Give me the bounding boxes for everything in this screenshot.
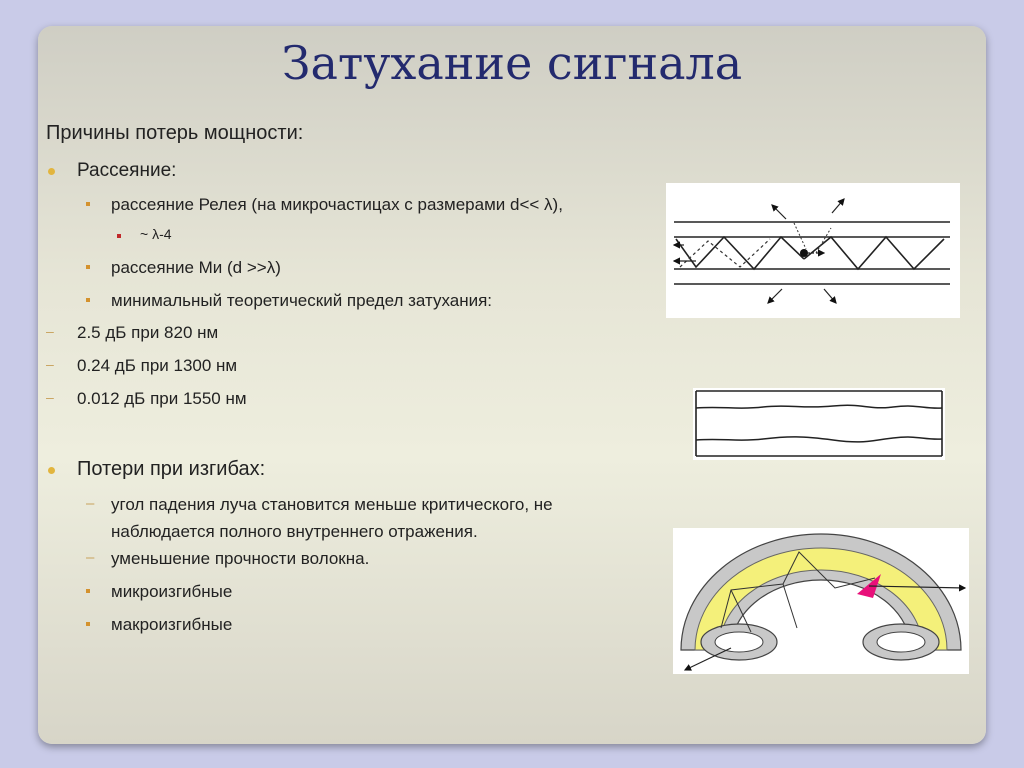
bending-item-cont: наблюдается полного внутреннего отражения.	[111, 522, 478, 541]
microbend-diagram	[693, 388, 945, 460]
loss-value: 2.5 дБ при 820 нм	[77, 323, 219, 342]
macrobend-diagram	[673, 528, 969, 674]
limit-text: минимальный теоретический предел затухания:	[111, 291, 493, 310]
mie-text: рассеяние Ми (d >>λ)	[111, 258, 281, 277]
bending-item: уменьшение прочности волокна.	[111, 549, 370, 568]
subtitle: Причины потерь мощности:	[46, 122, 304, 144]
bullet-square-icon	[86, 265, 90, 269]
bullet-square-red-icon	[117, 234, 121, 238]
bending-item: угол падения луча становится меньше критического, не	[111, 495, 553, 514]
rayleigh-dependence: ~ λ-4	[140, 226, 172, 242]
bullet-square-icon	[86, 298, 90, 302]
bullet-dot-icon	[48, 467, 55, 474]
bullet-dot-icon	[48, 168, 55, 175]
microbend-diagram-svg	[693, 388, 945, 460]
bullet-square-icon	[86, 202, 90, 206]
bending-item: микроизгибные	[111, 582, 233, 601]
dash-bullet-icon: –	[46, 356, 54, 372]
dash-bullet-icon: –	[86, 495, 95, 512]
bending-heading: Потери при изгибах:	[77, 458, 266, 480]
scattering-heading: Рассеяние:	[77, 160, 177, 181]
rayleigh-text	[111, 195, 563, 215]
scattering-diagram	[666, 183, 960, 318]
bending-item: макроизгибные	[111, 615, 233, 634]
dash-bullet-icon: –	[46, 389, 54, 405]
macrobend-diagram-svg	[673, 528, 969, 674]
dash-bullet-icon: –	[46, 323, 54, 339]
bullet-square-icon	[86, 622, 90, 626]
loss-value: 0.012 дБ при 1550 нм	[77, 389, 247, 408]
loss-value: 0.24 дБ при 1300 нм	[77, 356, 238, 375]
rayleigh-label: рассеяние Релея (на микрочастицах с размерами d<< λ),	[111, 195, 563, 214]
bullet-square-icon	[86, 589, 90, 593]
slide-title: Затухание сигнала	[281, 36, 743, 90]
scattering-diagram-svg	[666, 183, 960, 318]
dash-bullet-icon: –	[86, 549, 95, 566]
